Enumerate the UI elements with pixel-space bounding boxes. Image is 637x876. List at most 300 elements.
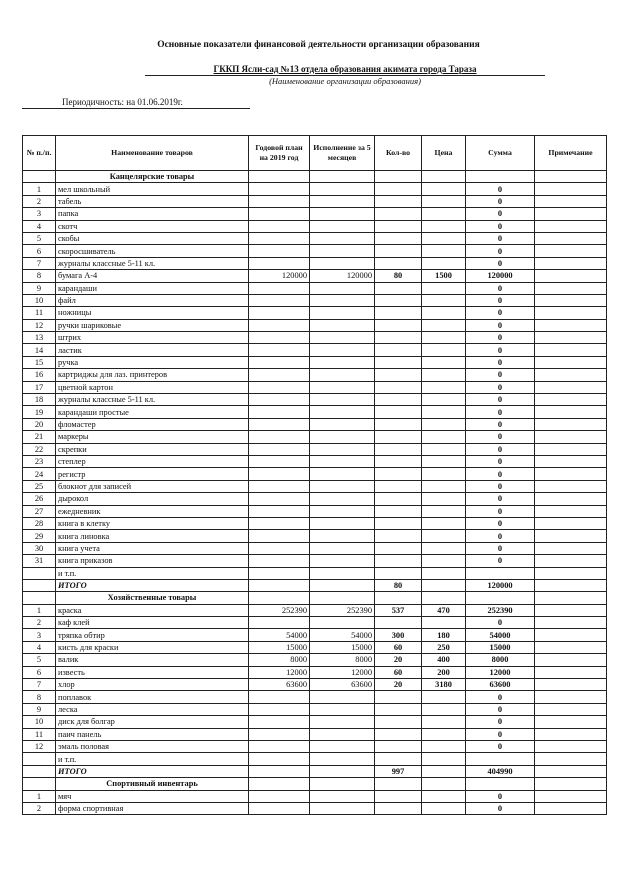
table-row — [23, 431, 607, 443]
sum: 0 — [466, 617, 535, 629]
note — [535, 356, 607, 368]
sum: 0 — [466, 716, 535, 728]
empty-cell — [249, 592, 310, 604]
item-name: штрих — [56, 332, 249, 344]
price — [422, 406, 466, 418]
note — [535, 294, 607, 306]
sum: 54000 — [466, 629, 535, 641]
note — [535, 406, 607, 418]
item-name: фломастер — [56, 418, 249, 430]
period-underline — [22, 108, 250, 109]
note — [535, 332, 607, 344]
annual-plan — [249, 802, 310, 814]
quantity — [375, 716, 422, 728]
table-row — [23, 654, 607, 666]
item-name: книга приказов — [56, 555, 249, 567]
row-number: 3 — [23, 629, 56, 641]
row-number: 8 — [23, 270, 56, 282]
item-name: кисть для краски — [56, 641, 249, 653]
col-header-exec: Исполнение за 5 месяцев — [310, 136, 375, 171]
note — [535, 617, 607, 629]
price — [422, 294, 466, 306]
price — [422, 356, 466, 368]
execution-5-months: 12000 — [310, 666, 375, 678]
empty-cell — [422, 765, 466, 777]
note — [535, 802, 607, 814]
sum: 0 — [466, 555, 535, 567]
row-number: 5 — [23, 654, 56, 666]
row-number: 8 — [23, 691, 56, 703]
section-title: Хозяйственные товары — [56, 592, 249, 604]
annual-plan — [249, 790, 310, 802]
col-header-note: Примечание — [535, 136, 607, 171]
price — [422, 381, 466, 393]
execution-5-months — [310, 183, 375, 195]
execution-5-months — [310, 307, 375, 319]
table-row — [23, 716, 607, 728]
annual-plan — [249, 443, 310, 455]
price — [422, 418, 466, 430]
execution-5-months — [310, 418, 375, 430]
price — [422, 542, 466, 554]
period-label: Периодичность: на 01.06.2019г. — [62, 97, 183, 107]
empty-cell — [535, 171, 607, 183]
table-row — [23, 394, 607, 406]
execution-5-months — [310, 555, 375, 567]
note — [535, 232, 607, 244]
item-name: книга учета — [56, 542, 249, 554]
annual-plan — [249, 505, 310, 517]
note — [535, 517, 607, 529]
item-name: ножницы — [56, 307, 249, 319]
price — [422, 493, 466, 505]
note — [535, 753, 607, 765]
sum: 0 — [466, 455, 535, 467]
empty-cell — [310, 765, 375, 777]
empty-cell — [375, 171, 422, 183]
execution-5-months — [310, 455, 375, 467]
quantity — [375, 455, 422, 467]
col-header-sum: Сумма — [466, 136, 535, 171]
row-number: 1 — [23, 604, 56, 616]
empty-cell — [310, 778, 375, 790]
annual-plan: 120000 — [249, 270, 310, 282]
empty-cell — [310, 592, 375, 604]
execution-5-months — [310, 245, 375, 257]
col-header-price: Цена — [422, 136, 466, 171]
empty-cell — [375, 592, 422, 604]
quantity: 20 — [375, 679, 422, 691]
table-row — [23, 406, 607, 418]
execution-5-months — [310, 394, 375, 406]
row-number: 30 — [23, 542, 56, 554]
note — [535, 740, 607, 752]
quantity: 60 — [375, 641, 422, 653]
row-number: 1 — [23, 790, 56, 802]
note — [535, 468, 607, 480]
quantity — [375, 232, 422, 244]
annual-plan: 12000 — [249, 666, 310, 678]
quantity: 80 — [375, 270, 422, 282]
table-row — [23, 505, 607, 517]
total-quantity: 80 — [375, 579, 422, 591]
item-name: форма спортивная — [56, 802, 249, 814]
row-number: 26 — [23, 493, 56, 505]
item-name: журналы классные 5-11 кл. — [56, 257, 249, 269]
sum: 0 — [466, 294, 535, 306]
price — [422, 740, 466, 752]
table-row — [23, 530, 607, 542]
execution-5-months — [310, 232, 375, 244]
execution-5-months — [310, 257, 375, 269]
execution-5-months — [310, 753, 375, 765]
empty-cell — [466, 171, 535, 183]
note — [535, 443, 607, 455]
table-row — [23, 257, 607, 269]
row-number: 2 — [23, 617, 56, 629]
price — [422, 530, 466, 542]
table-row — [23, 294, 607, 306]
annual-plan — [249, 356, 310, 368]
sum: 0 — [466, 332, 535, 344]
annual-plan — [249, 691, 310, 703]
row-number: 15 — [23, 356, 56, 368]
annual-plan: 15000 — [249, 641, 310, 653]
note — [535, 654, 607, 666]
annual-plan — [249, 307, 310, 319]
quantity — [375, 344, 422, 356]
quantity — [375, 493, 422, 505]
item-name: книга в клетку — [56, 517, 249, 529]
price — [422, 517, 466, 529]
item-name: паич панель — [56, 728, 249, 740]
sum: 0 — [466, 319, 535, 331]
table-row — [23, 666, 607, 678]
item-name: скотч — [56, 220, 249, 232]
execution-5-months — [310, 220, 375, 232]
table-row — [23, 517, 607, 529]
page-title: Основные показатели финансовой деятельности организации образования — [157, 40, 480, 50]
annual-plan — [249, 703, 310, 715]
sum: 63600 — [466, 679, 535, 691]
price — [422, 245, 466, 257]
quantity — [375, 443, 422, 455]
sum: 0 — [466, 208, 535, 220]
price: 1500 — [422, 270, 466, 282]
annual-plan — [249, 282, 310, 294]
empty-cell — [422, 579, 466, 591]
table-row — [23, 418, 607, 430]
item-name: файл — [56, 294, 249, 306]
row-number: 2 — [23, 802, 56, 814]
note — [535, 381, 607, 393]
note — [535, 604, 607, 616]
annual-plan — [249, 716, 310, 728]
row-number: 10 — [23, 294, 56, 306]
row-number: 23 — [23, 455, 56, 467]
annual-plan: 252390 — [249, 604, 310, 616]
price — [422, 468, 466, 480]
annual-plan — [249, 245, 310, 257]
table-row — [23, 183, 607, 195]
quantity — [375, 220, 422, 232]
row-number: 12 — [23, 740, 56, 752]
row-number: 31 — [23, 555, 56, 567]
item-name: ластик — [56, 344, 249, 356]
note — [535, 555, 607, 567]
annual-plan — [249, 517, 310, 529]
sum: 0 — [466, 406, 535, 418]
note — [535, 418, 607, 430]
sum: 0 — [466, 431, 535, 443]
execution-5-months — [310, 468, 375, 480]
table-row — [23, 802, 607, 814]
quantity — [375, 802, 422, 814]
quantity — [375, 740, 422, 752]
execution-5-months — [310, 703, 375, 715]
sum: 0 — [466, 220, 535, 232]
price — [422, 480, 466, 492]
price — [422, 567, 466, 579]
sum: 0 — [466, 728, 535, 740]
annual-plan: 8000 — [249, 654, 310, 666]
note — [535, 257, 607, 269]
note — [535, 691, 607, 703]
price — [422, 505, 466, 517]
row-number: 16 — [23, 369, 56, 381]
annual-plan — [249, 369, 310, 381]
table-row — [23, 232, 607, 244]
item-name: и т.п. — [56, 567, 249, 579]
item-name: известь — [56, 666, 249, 678]
quantity — [375, 617, 422, 629]
quantity — [375, 530, 422, 542]
table-row — [23, 679, 607, 691]
table-row — [23, 567, 607, 579]
total-row — [23, 765, 607, 777]
note — [535, 765, 607, 777]
note — [535, 208, 607, 220]
sum: 8000 — [466, 654, 535, 666]
row-number: 24 — [23, 468, 56, 480]
section-header-row — [23, 592, 607, 604]
row-number: 7 — [23, 257, 56, 269]
quantity — [375, 294, 422, 306]
sum: 0 — [466, 257, 535, 269]
quantity — [375, 790, 422, 802]
price — [422, 369, 466, 381]
sum: 0 — [466, 703, 535, 715]
annual-plan — [249, 530, 310, 542]
execution-5-months — [310, 431, 375, 443]
row-number: 9 — [23, 282, 56, 294]
quantity — [375, 356, 422, 368]
quantity — [375, 691, 422, 703]
row-number: 1 — [23, 183, 56, 195]
price: 250 — [422, 641, 466, 653]
price: 180 — [422, 629, 466, 641]
note — [535, 542, 607, 554]
item-name: мел школьный — [56, 183, 249, 195]
execution-5-months — [310, 728, 375, 740]
price — [422, 307, 466, 319]
sum: 0 — [466, 493, 535, 505]
execution-5-months: 54000 — [310, 629, 375, 641]
item-name: журналы классные 5-11 кл. — [56, 394, 249, 406]
annual-plan: 63600 — [249, 679, 310, 691]
item-name: и т.п. — [56, 753, 249, 765]
table-row — [23, 332, 607, 344]
note — [535, 530, 607, 542]
price: 400 — [422, 654, 466, 666]
row-number: 27 — [23, 505, 56, 517]
table-row — [23, 617, 607, 629]
sum: 120000 — [466, 270, 535, 282]
execution-5-months — [310, 617, 375, 629]
execution-5-months — [310, 319, 375, 331]
price — [422, 208, 466, 220]
total-quantity: 997 — [375, 765, 422, 777]
table-row — [23, 208, 607, 220]
item-name: цветной картон — [56, 381, 249, 393]
item-name: ручка — [56, 356, 249, 368]
execution-5-months — [310, 443, 375, 455]
annual-plan — [249, 332, 310, 344]
annual-plan — [249, 406, 310, 418]
quantity — [375, 319, 422, 331]
execution-5-months: 63600 — [310, 679, 375, 691]
annual-plan — [249, 220, 310, 232]
item-name: скрепки — [56, 443, 249, 455]
execution-5-months — [310, 493, 375, 505]
row-number: 4 — [23, 220, 56, 232]
empty-cell — [249, 765, 310, 777]
section-num-cell — [23, 592, 56, 604]
sum — [466, 753, 535, 765]
price — [422, 728, 466, 740]
sum: 0 — [466, 282, 535, 294]
empty-cell — [310, 171, 375, 183]
note — [535, 220, 607, 232]
annual-plan — [249, 418, 310, 430]
table-row — [23, 245, 607, 257]
price — [422, 232, 466, 244]
sum: 252390 — [466, 604, 535, 616]
table-row — [23, 641, 607, 653]
financial-table — [22, 135, 607, 815]
quantity — [375, 245, 422, 257]
row-number: 21 — [23, 431, 56, 443]
row-number: 6 — [23, 666, 56, 678]
item-name: мяч — [56, 790, 249, 802]
price — [422, 195, 466, 207]
sum: 0 — [466, 740, 535, 752]
annual-plan — [249, 567, 310, 579]
row-number: 11 — [23, 307, 56, 319]
table-row — [23, 493, 607, 505]
empty-cell — [535, 778, 607, 790]
price: 200 — [422, 666, 466, 678]
item-name: леска — [56, 703, 249, 715]
annual-plan — [249, 381, 310, 393]
row-number: 18 — [23, 394, 56, 406]
row-number: 2 — [23, 195, 56, 207]
note — [535, 629, 607, 641]
section-num-cell — [23, 171, 56, 183]
row-number: 3 — [23, 208, 56, 220]
price — [422, 257, 466, 269]
execution-5-months — [310, 356, 375, 368]
annual-plan — [249, 555, 310, 567]
note — [535, 245, 607, 257]
quantity — [375, 307, 422, 319]
quantity — [375, 282, 422, 294]
note — [535, 567, 607, 579]
note — [535, 455, 607, 467]
table-row — [23, 703, 607, 715]
item-name: тряпка обтир — [56, 629, 249, 641]
price — [422, 332, 466, 344]
sum: 0 — [466, 418, 535, 430]
empty-cell — [375, 778, 422, 790]
quantity — [375, 394, 422, 406]
section-title: Канцелярские товары — [56, 171, 249, 183]
table-row — [23, 691, 607, 703]
price — [422, 319, 466, 331]
table-row — [23, 369, 607, 381]
quantity: 20 — [375, 654, 422, 666]
row-number: 4 — [23, 641, 56, 653]
price — [422, 753, 466, 765]
empty-cell — [23, 579, 56, 591]
annual-plan: 54000 — [249, 629, 310, 641]
execution-5-months — [310, 406, 375, 418]
empty-cell — [466, 592, 535, 604]
annual-plan — [249, 195, 310, 207]
table-row — [23, 740, 607, 752]
annual-plan — [249, 431, 310, 443]
execution-5-months — [310, 294, 375, 306]
col-header-num: № п./п. — [23, 136, 56, 171]
item-name: эмаль половая — [56, 740, 249, 752]
annual-plan — [249, 257, 310, 269]
quantity — [375, 183, 422, 195]
price — [422, 183, 466, 195]
row-number — [23, 753, 56, 765]
note — [535, 431, 607, 443]
table-row — [23, 270, 607, 282]
row-number: 29 — [23, 530, 56, 542]
item-name: табель — [56, 195, 249, 207]
price — [422, 431, 466, 443]
sum: 0 — [466, 394, 535, 406]
sum: 0 — [466, 245, 535, 257]
note — [535, 790, 607, 802]
item-name: каф клей — [56, 617, 249, 629]
quantity — [375, 208, 422, 220]
item-name: ежедневник — [56, 505, 249, 517]
note — [535, 344, 607, 356]
price — [422, 617, 466, 629]
row-number: 25 — [23, 480, 56, 492]
row-number: 17 — [23, 381, 56, 393]
sum: 0 — [466, 468, 535, 480]
annual-plan — [249, 468, 310, 480]
quantity — [375, 555, 422, 567]
execution-5-months — [310, 802, 375, 814]
annual-plan — [249, 753, 310, 765]
note — [535, 703, 607, 715]
